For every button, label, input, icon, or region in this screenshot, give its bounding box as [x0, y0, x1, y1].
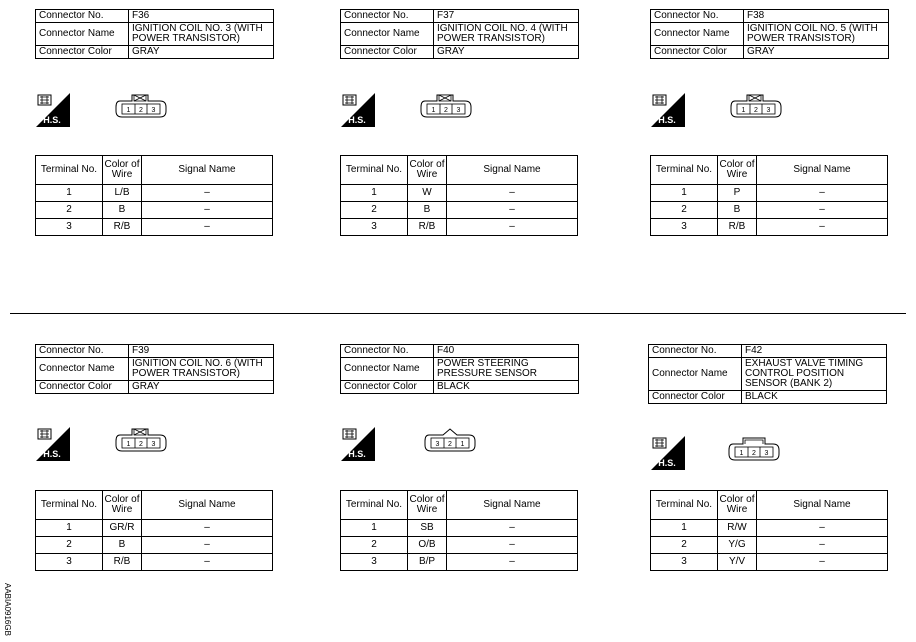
connector-color-value: BLACK — [742, 391, 887, 404]
connector-panel-f36 — [35, 9, 274, 59]
connector-no-value: F36 — [129, 10, 274, 23]
connector-face-icon — [419, 91, 473, 119]
svg-text:1: 1 — [741, 107, 746, 114]
wire-color-header: Color of Wire — [718, 491, 757, 520]
connector-panel-f39 — [35, 344, 274, 394]
svg-text:2: 2 — [754, 107, 758, 114]
hs-label: H.S. — [348, 115, 366, 125]
svg-text:1: 1 — [126, 107, 131, 114]
connector-panel-f38 — [650, 9, 889, 59]
svg-text:3: 3 — [151, 441, 156, 448]
table-row: 2 B – — [651, 202, 888, 219]
connector-info-table — [340, 344, 579, 394]
terminal-table-f38 — [650, 155, 888, 236]
connector-name-label: Connector Name — [341, 358, 434, 381]
connector-face-icon — [727, 434, 781, 462]
svg-text:1: 1 — [739, 450, 744, 457]
terminal-no-header: Terminal No. — [651, 491, 718, 520]
hs-label: H.S. — [43, 115, 61, 125]
connector-info-table — [35, 9, 274, 59]
table-row: 2 B – — [341, 202, 578, 219]
table-row: 1 SB – — [341, 520, 578, 537]
table-row: 1 W – — [341, 185, 578, 202]
svg-text:2: 2 — [448, 441, 452, 448]
signal-name-header: Signal Name — [447, 491, 578, 520]
connector-no-value: F39 — [129, 345, 274, 358]
connector-color-label: Connector Color — [36, 381, 129, 394]
hs-symbol-icon — [341, 93, 375, 127]
connector-color-label: Connector Color — [36, 46, 129, 59]
svg-text:3: 3 — [151, 107, 156, 114]
connector-color-label: Connector Color — [651, 46, 744, 59]
hs-symbol-icon — [36, 427, 70, 461]
terminal-table-f39 — [35, 490, 273, 571]
wire-color-header: Color of Wire — [718, 156, 757, 185]
table-row: 3 B/P – — [341, 554, 578, 571]
figure-code: AABIA0916GB — [3, 583, 12, 636]
connector-name-value: IGNITION COIL NO. 5 (WITH POWER TRANSISTOR) — [744, 23, 889, 46]
terminal-no-header: Terminal No. — [36, 491, 103, 520]
svg-text:1: 1 — [460, 441, 465, 448]
connector-no-label: Connector No. — [651, 10, 744, 23]
wire-color-header: Color of Wire — [408, 491, 447, 520]
connector-name-label: Connector Name — [36, 358, 129, 381]
connector-info-table — [650, 9, 889, 59]
signal-name-header: Signal Name — [757, 156, 888, 185]
connector-no-label: Connector No. — [341, 10, 434, 23]
terminal-no-header: Terminal No. — [651, 156, 718, 185]
connector-no-label: Connector No. — [36, 10, 129, 23]
svg-text:2: 2 — [139, 441, 143, 448]
svg-text:1: 1 — [126, 441, 131, 448]
connector-name-label: Connector Name — [651, 23, 744, 46]
hs-symbol-icon — [651, 93, 685, 127]
connector-name-value: EXHAUST VALVE TIMING CONTROL POSITION SENSOR (BANK 2) — [742, 358, 887, 391]
table-row: 1 L/B – — [36, 185, 273, 202]
hs-symbol-icon — [36, 93, 70, 127]
wire-color-header: Color of Wire — [103, 491, 142, 520]
connector-panel-f42 — [648, 344, 887, 404]
hs-label: H.S. — [348, 449, 366, 459]
section-divider — [10, 313, 906, 314]
svg-text:2: 2 — [752, 450, 756, 457]
table-row: 3 R/B – — [36, 554, 273, 571]
connector-name-label: Connector Name — [649, 358, 742, 391]
connector-color-label: Connector Color — [341, 46, 434, 59]
connector-name-label: Connector Name — [341, 23, 434, 46]
svg-text:3: 3 — [456, 107, 461, 114]
connector-name-value: IGNITION COIL NO. 3 (WITH POWER TRANSISTOR) — [129, 23, 274, 46]
connector-color-value: GRAY — [744, 46, 889, 59]
connector-face-icon — [114, 425, 168, 453]
connector-color-value: GRAY — [129, 46, 274, 59]
connector-info-table — [648, 344, 887, 404]
connector-name-value: IGNITION COIL NO. 6 (WITH POWER TRANSISTOR) — [129, 358, 274, 381]
svg-text:3: 3 — [766, 107, 771, 114]
table-row: 1 R/W – — [651, 520, 888, 537]
connector-color-label: Connector Color — [649, 391, 742, 404]
terminal-no-header: Terminal No. — [341, 156, 408, 185]
wire-color-header: Color of Wire — [103, 156, 142, 185]
connector-info-table — [340, 9, 579, 59]
connector-panel-f37 — [340, 9, 579, 59]
connector-no-value: F38 — [744, 10, 889, 23]
connector-no-label: Connector No. — [341, 345, 434, 358]
terminal-no-header: Terminal No. — [341, 491, 408, 520]
svg-text:3: 3 — [435, 441, 440, 448]
connector-no-label: Connector No. — [649, 345, 742, 358]
signal-name-header: Signal Name — [142, 491, 273, 520]
hs-symbol-icon — [341, 427, 375, 461]
table-row: 2 B – — [36, 202, 273, 219]
wire-color-header: Color of Wire — [408, 156, 447, 185]
connector-face-icon — [423, 425, 477, 453]
hs-label: H.S. — [658, 115, 676, 125]
table-row: 3 R/B – — [651, 219, 888, 236]
terminal-table-f40 — [340, 490, 578, 571]
connector-no-value: F37 — [434, 10, 579, 23]
connector-face-icon — [729, 91, 783, 119]
connector-color-value: GRAY — [434, 46, 579, 59]
connector-no-value: F42 — [742, 345, 887, 358]
hs-label: H.S. — [658, 458, 676, 468]
connector-no-value: F40 — [434, 345, 579, 358]
signal-name-header: Signal Name — [142, 156, 273, 185]
table-row: 2 B – — [36, 537, 273, 554]
table-row: 3 R/B – — [36, 219, 273, 236]
terminal-no-header: Terminal No. — [36, 156, 103, 185]
svg-text:3: 3 — [764, 450, 769, 457]
connector-info-table — [35, 344, 274, 394]
svg-text:1: 1 — [431, 107, 436, 114]
terminal-table-f42 — [650, 490, 888, 571]
table-row: 1 P – — [651, 185, 888, 202]
table-row: 2 O/B – — [341, 537, 578, 554]
table-row: 1 GR/R – — [36, 520, 273, 537]
table-row: 2 Y/G – — [651, 537, 888, 554]
connector-name-value: IGNITION COIL NO. 4 (WITH POWER TRANSISTOR) — [434, 23, 579, 46]
svg-text:2: 2 — [444, 107, 448, 114]
connector-color-label: Connector Color — [341, 381, 434, 394]
connector-color-value: BLACK — [434, 381, 579, 394]
connector-color-value: GRAY — [129, 381, 274, 394]
terminal-table-f36 — [35, 155, 273, 236]
signal-name-header: Signal Name — [447, 156, 578, 185]
connector-panel-f40 — [340, 344, 579, 394]
signal-name-header: Signal Name — [757, 491, 888, 520]
svg-text:2: 2 — [139, 107, 143, 114]
table-row: 3 R/B – — [341, 219, 578, 236]
connector-no-label: Connector No. — [36, 345, 129, 358]
hs-symbol-icon — [651, 436, 685, 470]
table-row: 3 Y/V – — [651, 554, 888, 571]
connector-face-icon — [114, 91, 168, 119]
hs-label: H.S. — [43, 449, 61, 459]
connector-name-value: POWER STEERING PRESSURE SENSOR — [434, 358, 579, 381]
terminal-table-f37 — [340, 155, 578, 236]
connector-name-label: Connector Name — [36, 23, 129, 46]
